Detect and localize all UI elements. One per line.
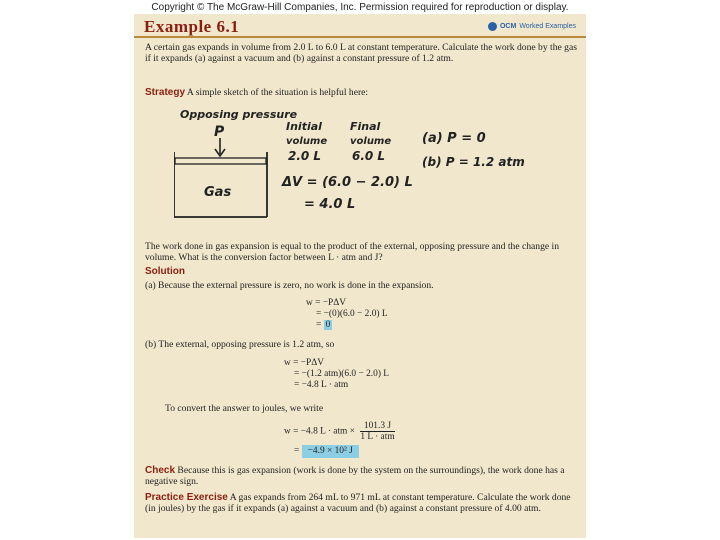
logo-text: Worked Examples bbox=[519, 23, 576, 30]
eq-c-prefix: w = −4.8 L · atm × bbox=[284, 426, 355, 437]
gas-label: Gas bbox=[204, 185, 232, 200]
initial-volume-label: volume bbox=[286, 136, 328, 147]
practice-text: A gas expands from 264 mL to 971 mL at constant temperature. Calculate the work done (in joules) by the gas if it expands (a) against a vacuum and (b) against a constant pressure of 4.00 atm. bbox=[145, 492, 571, 515]
situation-sketch bbox=[174, 92, 574, 232]
question-paragraph: The work done in gas expansion is equal to the product of the external, opposing pressure and the change in volume. What is the conversion factor between L · atm and J? bbox=[145, 241, 560, 264]
case-b-label: (b) P = 1.2 atm bbox=[422, 155, 525, 169]
eq-a-equals: = bbox=[316, 320, 322, 330]
case-a-label: (a) P = 0 bbox=[422, 131, 486, 146]
conversion-fraction bbox=[360, 421, 394, 442]
check-paragraph bbox=[145, 465, 577, 488]
check-text: Because this is gas expansion (work is done by the system on the surroundings), the work done has a negative sign. bbox=[145, 465, 565, 488]
eq-c-line1 bbox=[284, 421, 395, 442]
eq-c-equals: = bbox=[294, 446, 300, 456]
eq-b-line1: w = −PΔV bbox=[284, 358, 325, 368]
eq-b-line2: = −(1.2 atm)(6.0 − 2.0) L bbox=[294, 369, 390, 379]
strategy-heading: Strategy bbox=[145, 87, 186, 98]
initial-volume-value: 2.0 L bbox=[288, 149, 322, 163]
pressure-p-label: P bbox=[214, 124, 225, 140]
convert-text: To convert the answer to joules, we write bbox=[165, 403, 324, 414]
opposing-pressure-label: Opposing pressure bbox=[180, 108, 298, 121]
eq-a-line2: = −(0)(6.0 − 2.0) L bbox=[316, 309, 388, 319]
logo-brand: OCM bbox=[499, 23, 517, 30]
title-bar bbox=[134, 14, 586, 38]
solution-b-text: (b) The external, opposing pressure is 1.2 atm, so bbox=[145, 339, 335, 350]
initial-label: Initial bbox=[286, 120, 322, 133]
copyright-notice: Copyright © The McGraw-Hill Companies, Inc. Permission required for reproduction or display. bbox=[151, 2, 569, 13]
solution-a-text: (a) Because the external pressure is zero, no work is done in the expansion. bbox=[145, 280, 434, 291]
logo-icon bbox=[488, 22, 497, 31]
final-volume-value: 6.0 L bbox=[352, 149, 386, 163]
example-title: Example 6.1 bbox=[144, 17, 240, 36]
strategy-text: A simple sketch of the situation is helpful here: bbox=[186, 87, 369, 98]
practice-heading: Practice Exercise bbox=[145, 492, 228, 503]
answer-b-highlight: −4.9 × 10² J bbox=[302, 445, 359, 458]
worked-example-page bbox=[134, 14, 586, 538]
answer-a-highlight: 0 bbox=[325, 320, 331, 330]
delta-v-equation: ΔV = (6.0 − 2.0) L bbox=[282, 175, 413, 190]
problem-statement: A certain gas expands in volume from 2.0 L to 6.0 L at constant temperature. Calculate the work done by the gas if it expands (a) against a vacuum and (b) against a constant pressure of 1.2 atm. bbox=[145, 42, 577, 65]
title-divider bbox=[134, 36, 586, 38]
final-volume-label: volume bbox=[350, 136, 392, 147]
delta-v-result: = 4.0 L bbox=[304, 197, 356, 212]
fraction-denominator: 1 L · atm bbox=[360, 432, 395, 442]
eq-b-line3: = −4.8 L · atm bbox=[294, 380, 349, 390]
practice-paragraph bbox=[145, 492, 577, 515]
piston bbox=[175, 158, 266, 164]
check-heading: Check bbox=[145, 465, 176, 476]
solution-heading: Solution bbox=[145, 266, 185, 277]
fraction-numerator: 101.3 J bbox=[360, 421, 394, 432]
eq-a-line3 bbox=[306, 320, 332, 331]
final-label: Final bbox=[350, 120, 381, 133]
eq-c-line2 bbox=[284, 445, 359, 458]
eq-a-line1: w = −PΔV bbox=[306, 298, 347, 308]
worked-examples-logo bbox=[488, 22, 576, 31]
